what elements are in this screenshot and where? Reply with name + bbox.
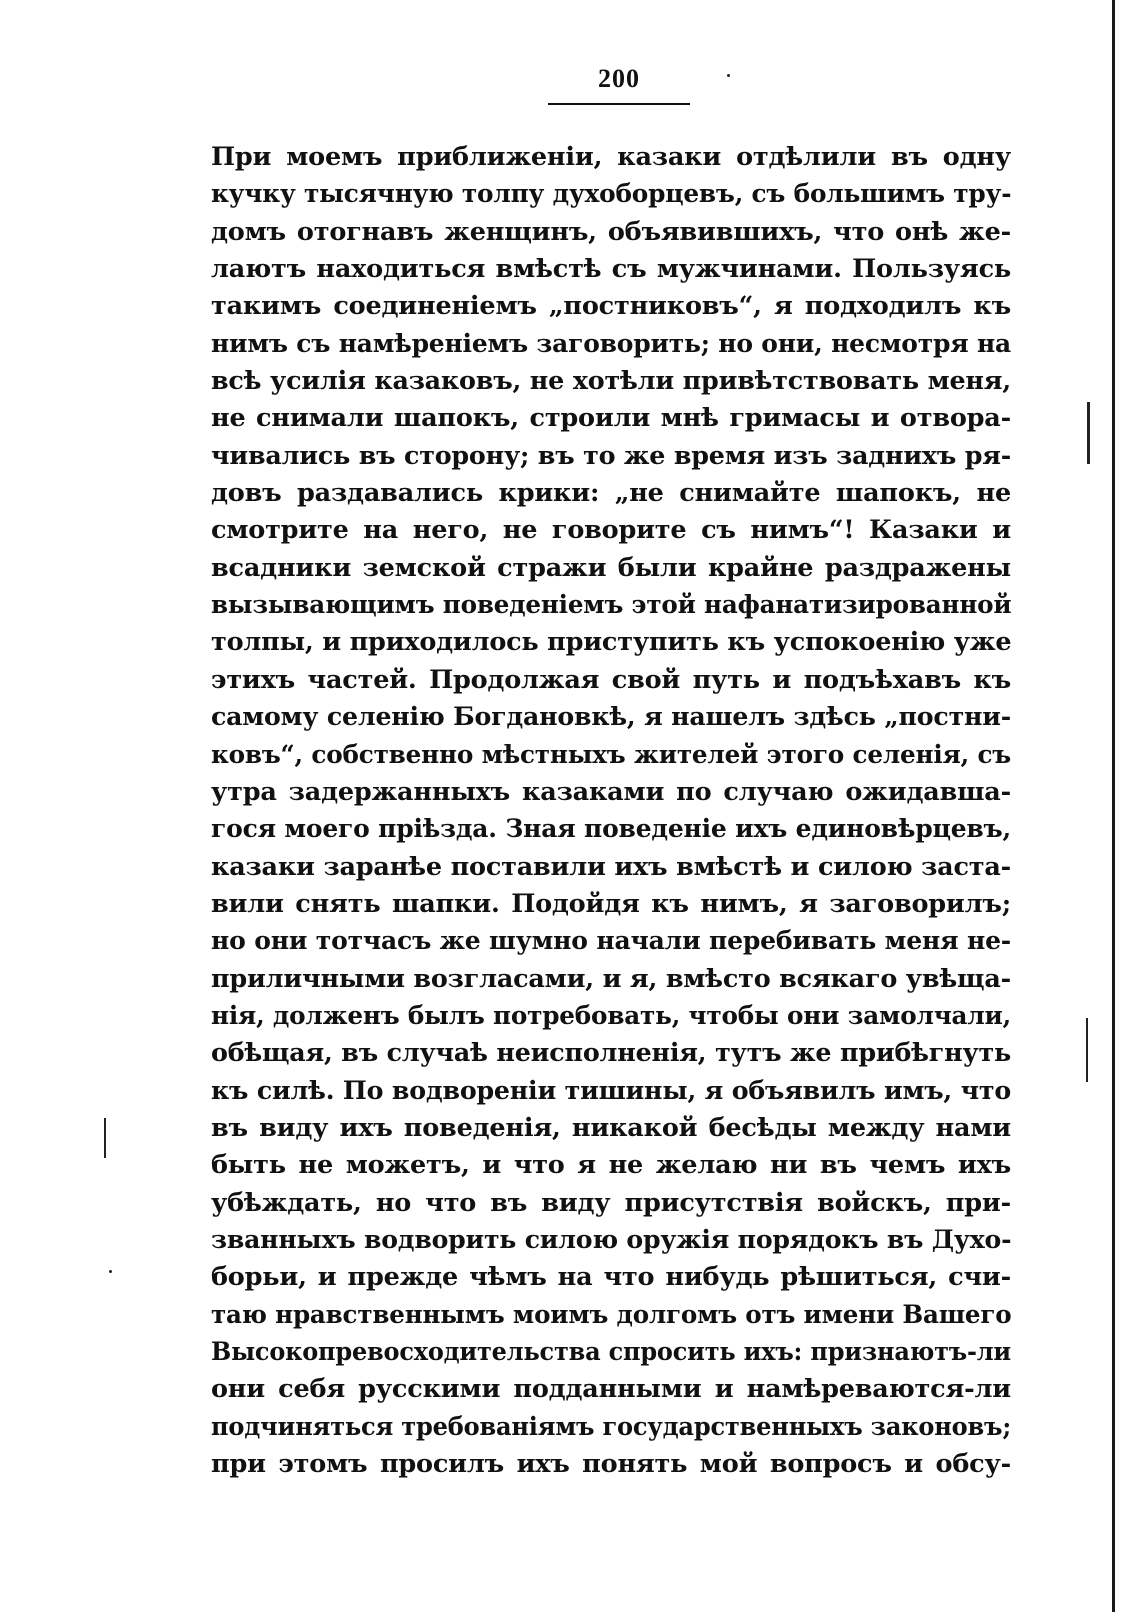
text-line: лаютъ находиться вмѣстѣ съ мужчинами. Пользуясь	[211, 254, 1011, 285]
text-line: ковъ“, собственно мѣстныхъ жителей этого селенія, съ	[211, 739, 1012, 770]
text-line: званныхъ водворить силою оружія порядокъ въ Духо-	[211, 1224, 1012, 1255]
text-line: не снимали шапокъ, строили мнѣ гримасы и отвора-	[211, 403, 1011, 434]
text-line: При моемъ приближеніи, казаки отдѣлили въ одну	[211, 142, 1011, 172]
text-line: приличными возгласами, и я, вмѣсто всякаго увѣща-	[211, 963, 1011, 994]
body-text	[211, 139, 1011, 1483]
text-line: смотрите на него, не говорите съ нимъ“! Казаки и	[211, 515, 1011, 546]
text-line: довъ раздавались крики: „не снимайте шапокъ, не	[211, 478, 1011, 509]
text-line: къ силѣ. По водвореніи тишины, я объявилъ имъ, что	[211, 1075, 1012, 1106]
text-line: всѣ усилія казаковъ, не хотѣли привѣтствовать меня,	[211, 366, 1011, 397]
text-line: чивались въ сторону; въ то же время изъ заднихъ ря-	[211, 440, 1012, 471]
text-line: самому селенію Богдановкѣ, я нашелъ здѣсь „постни-	[211, 702, 1012, 733]
text-line: вили снять шапки. Подойдя къ нимъ, я заговорилъ;	[211, 888, 1011, 919]
text-line: толпы, и приходилось приступить къ успокоенію уже	[211, 627, 1012, 658]
text-line: быть не можетъ, и что я не желаю ни въ чемъ ихъ	[211, 1150, 1011, 1181]
text-line: убѣждать, но что въ виду присутствія войскъ, при-	[211, 1187, 1011, 1218]
text-line: этихъ частей. Продолжая свой путь и подъѣхавъ къ	[211, 664, 1011, 695]
text-line: борьи, и прежде чѣмъ на что нибудь рѣшиться, счи-	[211, 1262, 1011, 1293]
header-rule	[548, 103, 690, 105]
text-line: гося моего пріѣзда. Зная поведеніе ихъ единовѣрцевъ,	[211, 814, 1012, 845]
margin-mark	[1087, 402, 1090, 464]
text-line: обѣщая, въ случаѣ неисполненія, тутъ же прибѣгнуть	[211, 1038, 1012, 1069]
text-line: Высокопревосходительства спросить ихъ: признаютъ-ли	[211, 1337, 1012, 1367]
stray-dot	[109, 1270, 112, 1273]
text-line: такимъ соединеніемъ „постниковъ“, я подходилъ къ	[211, 291, 1011, 322]
text-line: таю нравственнымъ моимъ долгомъ отъ имени Вашего	[211, 1299, 1012, 1330]
text-line: казаки заранѣе поставили ихъ вмѣстѣ и силою заста-	[211, 851, 1012, 882]
scan-edge-line	[1112, 0, 1115, 1612]
text-line: при этомъ просилъ ихъ понять мой вопросъ и обсу-	[211, 1449, 1011, 1480]
text-line: вызывающимъ поведеніемъ этой нафанатизированной	[211, 590, 1012, 621]
text-line: утра задержанныхъ казаками по случаю ожидавша-	[211, 776, 1011, 807]
margin-mark	[104, 1118, 106, 1158]
text-line: но они тотчасъ же шумно начали перебивать меня не-	[211, 926, 1012, 957]
stray-dot	[727, 74, 730, 77]
page-header	[545, 66, 693, 105]
text-line: они себя русскими подданными и намѣреваются-ли	[211, 1374, 1011, 1405]
text-line: въ виду ихъ поведенія, никакой бесѣды между нами	[211, 1112, 1011, 1143]
text-line: нимъ съ намѣреніемъ заговорить; но они, несмотря на	[211, 328, 1012, 359]
page-number: 200	[598, 64, 640, 93]
text-line: нія, долженъ былъ потребовать, чтобы они замолчали,	[211, 1000, 1012, 1031]
text-line: подчиняться требованіямъ государственныхъ законовъ;	[211, 1411, 1012, 1442]
text-line: домъ отогнавъ женщинъ, объявившихъ, что онѣ же-	[211, 216, 1011, 247]
text-line: кучку тысячную толпу духоборцевъ, съ большимъ тру-	[211, 179, 1012, 210]
text-line: всадники земской стражи были крайне раздражены	[211, 552, 1011, 583]
margin-mark	[1086, 1018, 1088, 1082]
